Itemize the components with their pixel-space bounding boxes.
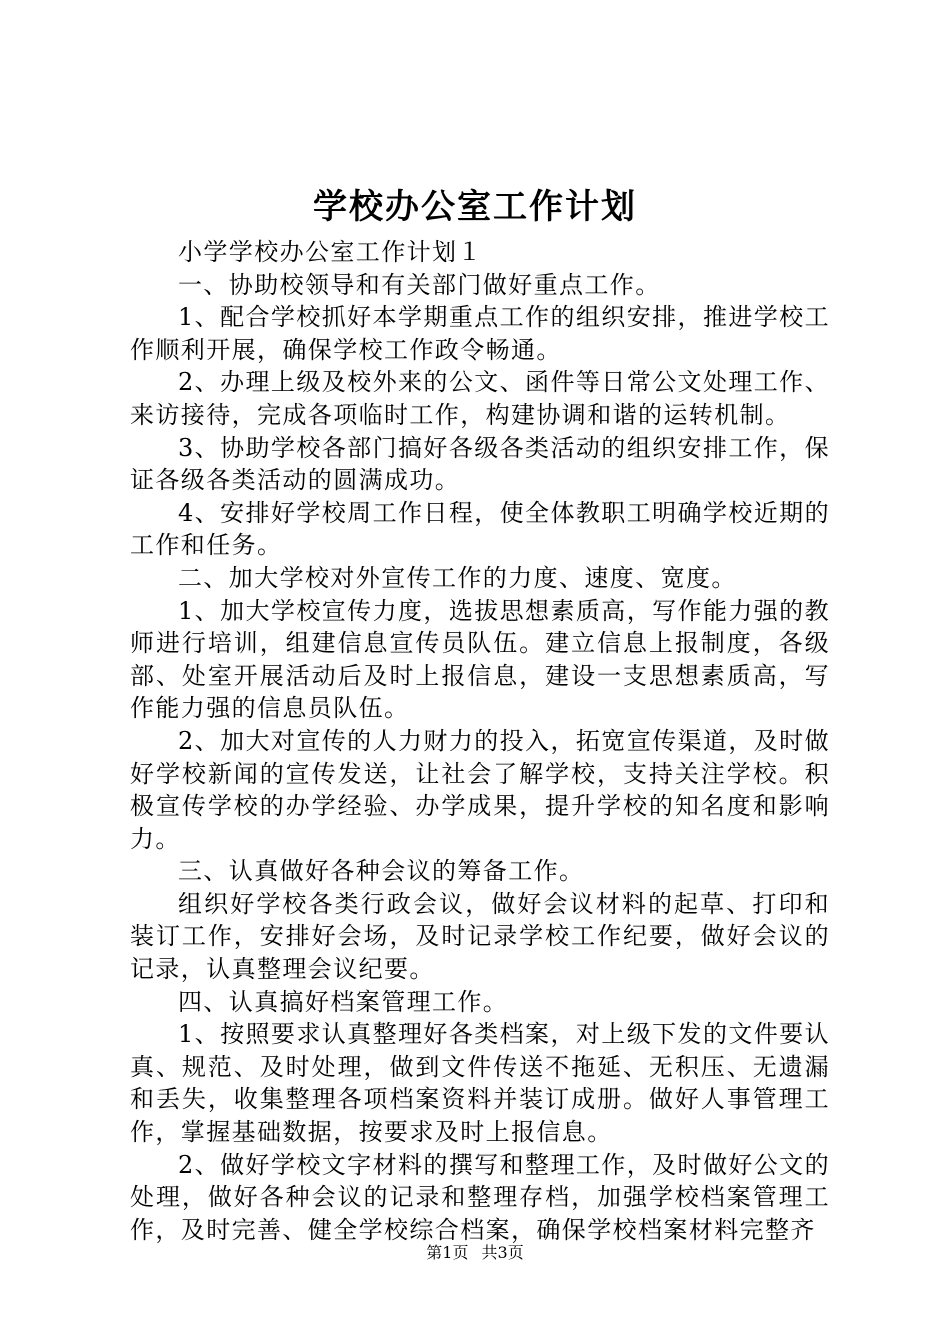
section-heading-3: 三、认真做好各种会议的筹备工作。 — [178, 857, 585, 886]
section-heading-1: 一、协助校领导和有关部门做好重点工作。 — [178, 270, 661, 299]
paragraph: 3、协助学校各部门搞好各级各类活动的组织安排工作，保证各级各类活动的圆满成功。 — [130, 433, 830, 495]
page-number: 第1页 — [426, 1243, 469, 1262]
document-body — [130, 236, 830, 1246]
paragraph: 1、配合学校抓好本学期重点工作的组织安排，推进学校工作顺利开展，确保学校工作政令畅通。 — [130, 303, 830, 364]
paragraph: 2、办理上级及校外来的公文、函件等日常公文处理工作、来访接待，完成各项临时工作，构建协调和谐的运转机制。 — [130, 368, 830, 429]
page-footer — [0, 1241, 950, 1265]
paragraph: 1、加大学校宣传力度，选拔思想素质高，写作能力强的教师进行培训，组建信息宣传员队伍。建立信息上报制度，各级部、处室开展活动后及时上报信息，建设一支思想素质高，写作能力强的信息员队伍。 — [130, 596, 830, 723]
document-title: 学校办公室工作计划 — [313, 187, 637, 227]
paragraph: 组织好学校各类行政会议，做好会议材料的起草、打印和装订工作，安排好会场，及时记录学校工作纪要，做好会议的记录，认真整理会议纪要。 — [130, 889, 830, 984]
paragraph: 4、安排好学校周工作日程，使全体教职工明确学校近期的工作和任务。 — [130, 498, 830, 560]
page-total: 共3页 — [481, 1243, 524, 1262]
paragraph: 2、加大对宣传的人力财力的投入，拓宽宣传渠道，及时做好学校新闻的宣传发送，让社会了解学校，支持关注学校。积极宣传学校的办学经验、办学成果，提升学校的知名度和影响力。 — [130, 726, 830, 853]
section-heading-4: 四、认真搞好档案管理工作。 — [178, 987, 509, 1016]
paragraph: 1、按照要求认真整理好各类档案，对上级下发的文件要认真、规范、及时处理，做到文件传送不拖延、无积压、无遗漏和丢失，收集整理各项档案资料并装订成册。做好人事管理工作，掌握基础数据，按要求及时上报信息。 — [130, 1020, 830, 1147]
paragraph: 2、做好学校文字材料的撰写和整理工作，及时做好公文的处理，做好各种会议的记录和整理存档，加强学校档案管理工作，及时完善、健全学校综合档案，确保学校档案材料完整齐 — [130, 1150, 830, 1244]
section-heading-2: 二、加大学校对外宣传工作的力度、速度、宽度。 — [178, 563, 737, 592]
paragraph-subtitle: 小学学校办公室工作计划１ — [178, 238, 483, 266]
